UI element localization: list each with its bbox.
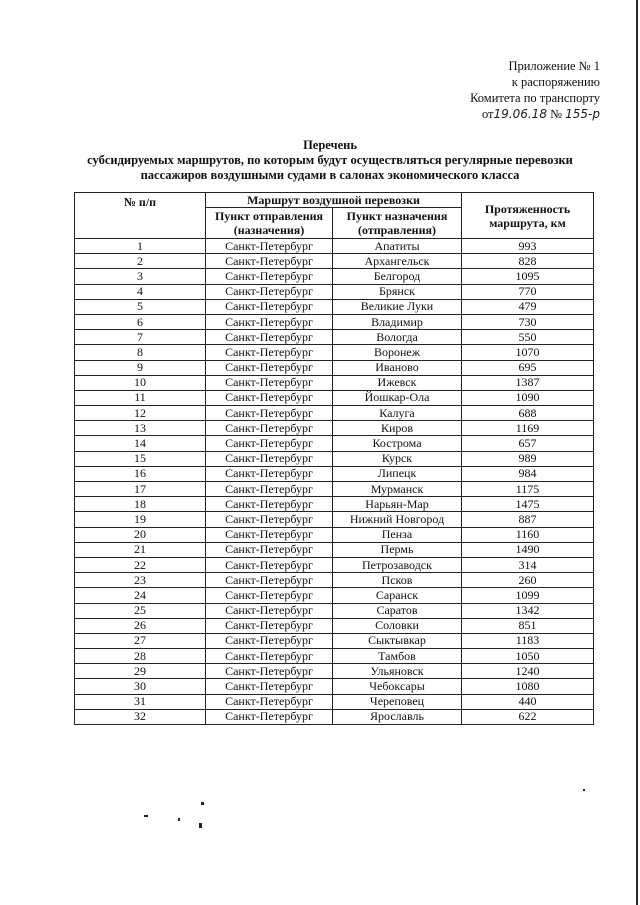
cell-destination: Иваново bbox=[333, 360, 462, 375]
table-row bbox=[75, 360, 594, 375]
cell-length: 260 bbox=[462, 573, 594, 588]
cell-departure: Санкт-Петербург bbox=[206, 573, 333, 588]
cell-length: 887 bbox=[462, 512, 594, 527]
cell-departure: Санкт-Петербург bbox=[206, 360, 333, 375]
cell-departure: Санкт-Петербург bbox=[206, 633, 333, 648]
table-header bbox=[75, 193, 594, 239]
annex-line-1: Приложение № 1 bbox=[508, 59, 600, 73]
cell-number: 31 bbox=[75, 694, 206, 709]
cell-length: 1090 bbox=[462, 390, 594, 405]
cell-departure: Санкт-Петербург bbox=[206, 618, 333, 633]
cell-length: 1099 bbox=[462, 588, 594, 603]
cell-number: 16 bbox=[75, 466, 206, 481]
cell-destination: Тамбов bbox=[333, 649, 462, 664]
cell-departure: Санкт-Петербург bbox=[206, 542, 333, 557]
annex-line-3: Комитета по транспорту bbox=[470, 91, 600, 105]
table-row bbox=[75, 390, 594, 405]
cell-departure: Санкт-Петербург bbox=[206, 603, 333, 618]
table-row bbox=[75, 284, 594, 299]
table-row bbox=[75, 512, 594, 527]
cell-destination: Череповец bbox=[333, 694, 462, 709]
title-line-1: Перечень bbox=[303, 138, 357, 152]
header-route: Маршрут воздушной перевозки bbox=[206, 193, 462, 208]
annex-line-2: к распоряжению bbox=[511, 75, 600, 89]
table-row bbox=[75, 542, 594, 557]
handwritten-number: 155-р bbox=[565, 107, 600, 121]
cell-destination: Белгород bbox=[333, 269, 462, 284]
cell-departure: Санкт-Петербург bbox=[206, 497, 333, 512]
header-length: Протяженность маршрута, км bbox=[462, 193, 594, 239]
cell-number: 17 bbox=[75, 482, 206, 497]
cell-length: 479 bbox=[462, 299, 594, 314]
cell-destination: Курск bbox=[333, 451, 462, 466]
cell-number: 2 bbox=[75, 254, 206, 269]
cell-number: 11 bbox=[75, 390, 206, 405]
cell-departure: Санкт-Петербург bbox=[206, 390, 333, 405]
cell-number: 4 bbox=[75, 284, 206, 299]
cell-destination: Липецк bbox=[333, 466, 462, 481]
header-to: Пункт назначения (отправления) bbox=[333, 208, 462, 239]
cell-destination: Калуга bbox=[333, 406, 462, 421]
cell-departure: Санкт-Петербург bbox=[206, 588, 333, 603]
table-row bbox=[75, 466, 594, 481]
scan-edge-line bbox=[636, 0, 638, 905]
cell-length: 550 bbox=[462, 330, 594, 345]
cell-departure: Санкт-Петербург bbox=[206, 482, 333, 497]
cell-destination: Сыктывкар bbox=[333, 633, 462, 648]
cell-number: 24 bbox=[75, 588, 206, 603]
table-row bbox=[75, 694, 594, 709]
cell-length: 851 bbox=[462, 618, 594, 633]
cell-number: 1 bbox=[75, 239, 206, 254]
cell-length: 1490 bbox=[462, 542, 594, 557]
cell-number: 21 bbox=[75, 542, 206, 557]
cell-destination: Псков bbox=[333, 573, 462, 588]
cell-length: 1095 bbox=[462, 269, 594, 284]
cell-length: 989 bbox=[462, 451, 594, 466]
cell-number: 14 bbox=[75, 436, 206, 451]
cell-departure: Санкт-Петербург bbox=[206, 421, 333, 436]
table-row bbox=[75, 497, 594, 512]
cell-length: 984 bbox=[462, 466, 594, 481]
cell-number: 20 bbox=[75, 527, 206, 542]
cell-length: 1050 bbox=[462, 649, 594, 664]
cell-destination: Петрозаводск bbox=[333, 557, 462, 572]
cell-number: 28 bbox=[75, 649, 206, 664]
table-row bbox=[75, 436, 594, 451]
cell-destination: Саратов bbox=[333, 603, 462, 618]
table-row bbox=[75, 588, 594, 603]
cell-destination: Йошкар-Ола bbox=[333, 390, 462, 405]
cell-number: 27 bbox=[75, 633, 206, 648]
cell-length: 1240 bbox=[462, 664, 594, 679]
cell-length: 1183 bbox=[462, 633, 594, 648]
table-row bbox=[75, 618, 594, 633]
cell-number: 7 bbox=[75, 330, 206, 345]
header-number: № п/п bbox=[75, 193, 206, 239]
cell-destination: Великие Луки bbox=[333, 299, 462, 314]
cell-departure: Санкт-Петербург bbox=[206, 451, 333, 466]
cell-destination: Брянск bbox=[333, 284, 462, 299]
cell-destination: Чебоксары bbox=[333, 679, 462, 694]
table-row bbox=[75, 314, 594, 329]
cell-number: 19 bbox=[75, 512, 206, 527]
table-row bbox=[75, 451, 594, 466]
scan-speck bbox=[201, 802, 204, 805]
cell-length: 1175 bbox=[462, 482, 594, 497]
table-row bbox=[75, 709, 594, 724]
table-row bbox=[75, 375, 594, 390]
cell-length: 1070 bbox=[462, 345, 594, 360]
scan-speck bbox=[144, 815, 148, 817]
cell-number: 13 bbox=[75, 421, 206, 436]
cell-length: 1169 bbox=[462, 421, 594, 436]
cell-length: 770 bbox=[462, 284, 594, 299]
cell-number: 23 bbox=[75, 573, 206, 588]
table-row bbox=[75, 573, 594, 588]
cell-destination: Соловки bbox=[333, 618, 462, 633]
cell-length: 314 bbox=[462, 557, 594, 572]
cell-departure: Санкт-Петербург bbox=[206, 709, 333, 724]
cell-number: 18 bbox=[75, 497, 206, 512]
annex-header bbox=[470, 58, 600, 122]
cell-destination: Нарьян-Мар bbox=[333, 497, 462, 512]
cell-number: 26 bbox=[75, 618, 206, 633]
number-prefix: № bbox=[550, 107, 563, 121]
cell-destination: Пермь bbox=[333, 542, 462, 557]
cell-departure: Санкт-Петербург bbox=[206, 694, 333, 709]
table-row bbox=[75, 254, 594, 269]
cell-departure: Санкт-Петербург bbox=[206, 649, 333, 664]
cell-length: 1475 bbox=[462, 497, 594, 512]
cell-departure: Санкт-Петербург bbox=[206, 406, 333, 421]
cell-departure: Санкт-Петербург bbox=[206, 254, 333, 269]
table-row bbox=[75, 345, 594, 360]
cell-destination: Нижний Новгород bbox=[333, 512, 462, 527]
header-row-1 bbox=[75, 193, 594, 208]
cell-number: 6 bbox=[75, 314, 206, 329]
cell-number: 10 bbox=[75, 375, 206, 390]
cell-number: 12 bbox=[75, 406, 206, 421]
cell-number: 3 bbox=[75, 269, 206, 284]
cell-number: 32 bbox=[75, 709, 206, 724]
cell-destination: Апатиты bbox=[333, 239, 462, 254]
cell-number: 25 bbox=[75, 603, 206, 618]
cell-departure: Санкт-Петербург bbox=[206, 330, 333, 345]
cell-number: 5 bbox=[75, 299, 206, 314]
cell-destination: Киров bbox=[333, 421, 462, 436]
table-row bbox=[75, 679, 594, 694]
cell-number: 29 bbox=[75, 664, 206, 679]
cell-departure: Санкт-Петербург bbox=[206, 375, 333, 390]
cell-departure: Санкт-Петербург bbox=[206, 314, 333, 329]
cell-departure: Санкт-Петербург bbox=[206, 512, 333, 527]
scan-speck bbox=[583, 789, 585, 791]
scan-speck bbox=[178, 818, 180, 821]
cell-departure: Санкт-Петербург bbox=[206, 269, 333, 284]
cell-destination: Пенза bbox=[333, 527, 462, 542]
table-row bbox=[75, 649, 594, 664]
cell-length: 1160 bbox=[462, 527, 594, 542]
annex-date-number bbox=[470, 106, 600, 122]
cell-length: 1342 bbox=[462, 603, 594, 618]
table-row bbox=[75, 239, 594, 254]
cell-number: 15 bbox=[75, 451, 206, 466]
cell-destination: Саранск bbox=[333, 588, 462, 603]
table-row bbox=[75, 482, 594, 497]
cell-length: 657 bbox=[462, 436, 594, 451]
cell-length: 440 bbox=[462, 694, 594, 709]
cell-departure: Санкт-Петербург bbox=[206, 527, 333, 542]
cell-destination: Ижевск bbox=[333, 375, 462, 390]
cell-departure: Санкт-Петербург bbox=[206, 557, 333, 572]
cell-destination: Воронеж bbox=[333, 345, 462, 360]
cell-length: 622 bbox=[462, 709, 594, 724]
cell-length: 695 bbox=[462, 360, 594, 375]
cell-destination: Кострома bbox=[333, 436, 462, 451]
cell-departure: Санкт-Петербург bbox=[206, 679, 333, 694]
table-row bbox=[75, 406, 594, 421]
cell-destination: Ярославль bbox=[333, 709, 462, 724]
cell-destination: Архангельск bbox=[333, 254, 462, 269]
cell-departure: Санкт-Петербург bbox=[206, 436, 333, 451]
table-row bbox=[75, 664, 594, 679]
table-row bbox=[75, 557, 594, 572]
routes-table bbox=[74, 192, 594, 725]
cell-departure: Санкт-Петербург bbox=[206, 299, 333, 314]
table-row bbox=[75, 527, 594, 542]
title-line-2: субсидируемых маршрутов, по которым будут осуществляться регулярные перевозки bbox=[87, 153, 573, 167]
scan-speck bbox=[199, 823, 202, 828]
cell-number: 22 bbox=[75, 557, 206, 572]
table-body bbox=[75, 239, 594, 725]
cell-length: 993 bbox=[462, 239, 594, 254]
table-row bbox=[75, 330, 594, 345]
title-line-3: пассажиров воздушными судами в салонах экономического класса bbox=[140, 168, 520, 182]
table-row bbox=[75, 603, 594, 618]
cell-departure: Санкт-Петербург bbox=[206, 664, 333, 679]
cell-length: 828 bbox=[462, 254, 594, 269]
table-row bbox=[75, 299, 594, 314]
cell-number: 30 bbox=[75, 679, 206, 694]
header-from: Пункт отправления (назначения) bbox=[206, 208, 333, 239]
cell-destination: Мурманск bbox=[333, 482, 462, 497]
cell-departure: Санкт-Петербург bbox=[206, 239, 333, 254]
cell-destination: Вологда bbox=[333, 330, 462, 345]
table-row bbox=[75, 633, 594, 648]
handwritten-date: 19.06.18 bbox=[493, 107, 547, 121]
cell-departure: Санкт-Петербург bbox=[206, 466, 333, 481]
cell-length: 1387 bbox=[462, 375, 594, 390]
cell-destination: Ульяновск bbox=[333, 664, 462, 679]
cell-departure: Санкт-Петербург bbox=[206, 345, 333, 360]
cell-length: 688 bbox=[462, 406, 594, 421]
table-row bbox=[75, 269, 594, 284]
cell-length: 1080 bbox=[462, 679, 594, 694]
date-prefix: от bbox=[481, 107, 494, 121]
table-row bbox=[75, 421, 594, 436]
cell-departure: Санкт-Петербург bbox=[206, 284, 333, 299]
cell-number: 8 bbox=[75, 345, 206, 360]
cell-length: 730 bbox=[462, 314, 594, 329]
document-title bbox=[70, 138, 590, 183]
cell-number: 9 bbox=[75, 360, 206, 375]
cell-destination: Владимир bbox=[333, 314, 462, 329]
